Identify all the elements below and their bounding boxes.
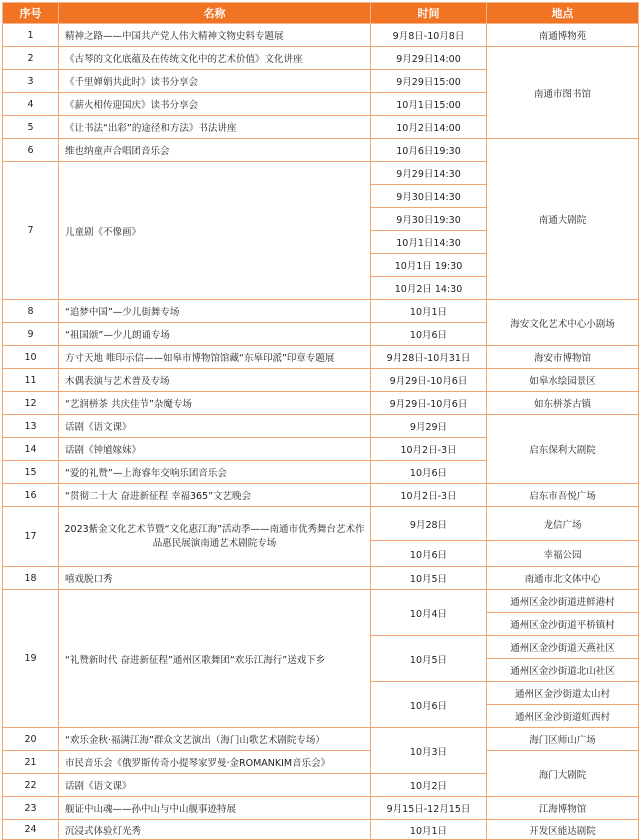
cell-name: 嘻戏脱口秀 [59, 567, 371, 590]
cell-place: 通州区金沙街道平桥镇村 [487, 613, 639, 636]
cell-time: 9月30日14:30 [371, 185, 487, 208]
table-row [3, 507, 639, 541]
cell-time: 10月6日19:30 [371, 139, 487, 162]
cell-name: 话剧《语文课》 [59, 415, 371, 438]
cell-place: 南通博物苑 [487, 24, 639, 47]
cell-name: “艺润栟茶 共庆佳节”杂魔专场 [59, 392, 371, 415]
cell-name: 维也纳童声合唱团音乐会 [59, 139, 371, 162]
table-header-row [3, 3, 639, 24]
header-no: 序号 [3, 3, 59, 24]
table-row [3, 24, 639, 47]
cell-name: 话剧《钟馗嫁妹》 [59, 438, 371, 461]
cell-name: 方寸天地 唯印示信——如皋市博物馆馆藏“东皋印派”印章专题展 [59, 346, 371, 369]
cell-time: 10月6日 [371, 541, 487, 567]
cell-no: 24 [3, 820, 59, 840]
cell-time: 10月2日 [371, 774, 487, 797]
table-row [3, 47, 639, 70]
cell-no: 22 [3, 774, 59, 797]
events-table [2, 2, 639, 840]
cell-time: 10月1日14:30 [371, 231, 487, 254]
cell-time: 9月30日19:30 [371, 208, 487, 231]
table-row [3, 415, 639, 438]
cell-place: 通州区金沙街道太山村 [487, 682, 639, 705]
cell-time: 9月8日-10月8日 [371, 24, 487, 47]
cell-name: “祖国颂”—少儿朗诵专场 [59, 323, 371, 346]
cell-time: 10月2日14:00 [371, 116, 487, 139]
cell-no: 17 [3, 507, 59, 567]
cell-name: “贯彻二十大 奋进新征程 幸福365”文艺晚会 [59, 484, 371, 507]
cell-name: 精神之路——中国共产党人伟大精神文物史料专题展 [59, 24, 371, 47]
cell-place: 开发区能达剧院 [487, 820, 639, 840]
cell-time: 10月5日 [371, 567, 487, 590]
cell-time: 9月29日15:00 [371, 70, 487, 93]
cell-place: 启东保利大剧院 [487, 415, 639, 484]
cell-time: 10月4日 [371, 590, 487, 636]
cell-place: 南通市图书馆 [487, 47, 639, 139]
cell-name: “追梦中国”—少儿街舞专场 [59, 300, 371, 323]
cell-place: 海门区师山广场 [487, 728, 639, 751]
cell-no: 16 [3, 484, 59, 507]
table-row [3, 797, 639, 820]
cell-no: 1 [3, 24, 59, 47]
cell-place: 南通大剧院 [487, 139, 639, 300]
cell-time: 10月1日 19:30 [371, 254, 487, 277]
cell-time: 10月1日 [371, 820, 487, 840]
cell-no: 5 [3, 116, 59, 139]
cell-time: 10月2日-3日 [371, 484, 487, 507]
cell-no: 10 [3, 346, 59, 369]
table-row [3, 300, 639, 323]
cell-time: 9月29日14:30 [371, 162, 487, 185]
cell-place: 南通市北文体中心 [487, 567, 639, 590]
cell-name: 舰证中山魂——孙中山与中山舰事迹特展 [59, 797, 371, 820]
cell-no: 18 [3, 567, 59, 590]
table-row [3, 567, 639, 590]
cell-time: 10月5日 [371, 636, 487, 682]
cell-name: 木偶表演与艺术普及专场 [59, 369, 371, 392]
table-row [3, 590, 639, 613]
cell-time: 10月1日15:00 [371, 93, 487, 116]
cell-no: 14 [3, 438, 59, 461]
cell-time: 10月2日-3日 [371, 438, 487, 461]
cell-place: 海门大剧院 [487, 751, 639, 797]
cell-time: 9月29日-10月6日 [371, 369, 487, 392]
cell-name: “欢乐金秋·福满江海”群众文艺演出（海门山歌艺术剧院专场） [59, 728, 371, 751]
cell-time: 10月6日 [371, 323, 487, 346]
cell-time: 10月2日 14:30 [371, 277, 487, 300]
cell-place: 龙信广场 [487, 507, 639, 541]
cell-no: 23 [3, 797, 59, 820]
cell-time: 10月3日 [371, 728, 487, 774]
cell-no: 2 [3, 47, 59, 70]
cell-no: 7 [3, 162, 59, 300]
header-place: 地点 [487, 3, 639, 24]
cell-time: 10月6日 [371, 461, 487, 484]
cell-place: 如东栟茶古镇 [487, 392, 639, 415]
table-row [3, 751, 639, 774]
table-row [3, 728, 639, 751]
cell-time: 10月6日 [371, 682, 487, 728]
cell-time: 9月29日 [371, 415, 487, 438]
cell-time: 10月1日 [371, 300, 487, 323]
cell-place: 江海博物馆 [487, 797, 639, 820]
cell-place: 如皋水绘园景区 [487, 369, 639, 392]
cell-time: 9月29日-10月6日 [371, 392, 487, 415]
cell-no: 8 [3, 300, 59, 323]
table-row [3, 820, 639, 840]
cell-no: 21 [3, 751, 59, 774]
cell-name: 沉浸式体验灯光秀 [59, 820, 371, 840]
table-row [3, 392, 639, 415]
cell-name: 《古琴的文化底蕴及在传统文化中的艺术价值》文化讲座 [59, 47, 371, 70]
cell-no: 13 [3, 415, 59, 438]
table-row [3, 139, 639, 162]
cell-place: 幸福公园 [487, 541, 639, 567]
cell-place: 通州区金沙街道进鲜港村 [487, 590, 639, 613]
cell-no: 4 [3, 93, 59, 116]
cell-name: “礼赞新时代 奋进新征程”通州区歌舞团“欢乐江海行”送戏下乡 [59, 590, 371, 728]
cell-no: 20 [3, 728, 59, 751]
cell-name: 2023紫金文化艺术节暨“文化惠江海”活动季——南通市优秀舞台艺术作品惠民展演南通艺术剧院专场 [59, 507, 371, 567]
cell-place: 通州区金沙街道虹西村 [487, 705, 639, 728]
cell-no: 11 [3, 369, 59, 392]
cell-time: 9月28日-10月31日 [371, 346, 487, 369]
table-row [3, 369, 639, 392]
cell-time: 9月28日 [371, 507, 487, 541]
cell-place: 启东市吾悦广场 [487, 484, 639, 507]
cell-name: 市民音乐会《俄罗斯传奇小提琴家罗曼·金ROMANKIM音乐会》 [59, 751, 371, 774]
cell-no: 6 [3, 139, 59, 162]
cell-place: 海安文化艺术中心小剧场 [487, 300, 639, 346]
header-time: 时间 [371, 3, 487, 24]
cell-name: 《千里婵娟共此时》读书分享会 [59, 70, 371, 93]
header-name: 名称 [59, 3, 371, 24]
cell-no: 19 [3, 590, 59, 728]
cell-no: 12 [3, 392, 59, 415]
table-row [3, 346, 639, 369]
cell-name: 话剧《语文课》 [59, 774, 371, 797]
cell-name: “爱的礼赞”—上海睿年交响乐团音乐会 [59, 461, 371, 484]
cell-no: 15 [3, 461, 59, 484]
table-row [3, 484, 639, 507]
cell-place: 通州区金沙街道北山社区 [487, 659, 639, 682]
cell-place: 通州区金沙街道天燕社区 [487, 636, 639, 659]
cell-time: 9月29日14:00 [371, 47, 487, 70]
cell-name: 儿童剧《不像画》 [59, 162, 371, 300]
cell-name: 《薪火相传迎国庆》读书分享会 [59, 93, 371, 116]
cell-name: 《让书法“出彩”的途径和方法》书法讲座 [59, 116, 371, 139]
cell-no: 9 [3, 323, 59, 346]
cell-time: 9月15日-12月15日 [371, 797, 487, 820]
cell-place: 海安市博物馆 [487, 346, 639, 369]
cell-no: 3 [3, 70, 59, 93]
